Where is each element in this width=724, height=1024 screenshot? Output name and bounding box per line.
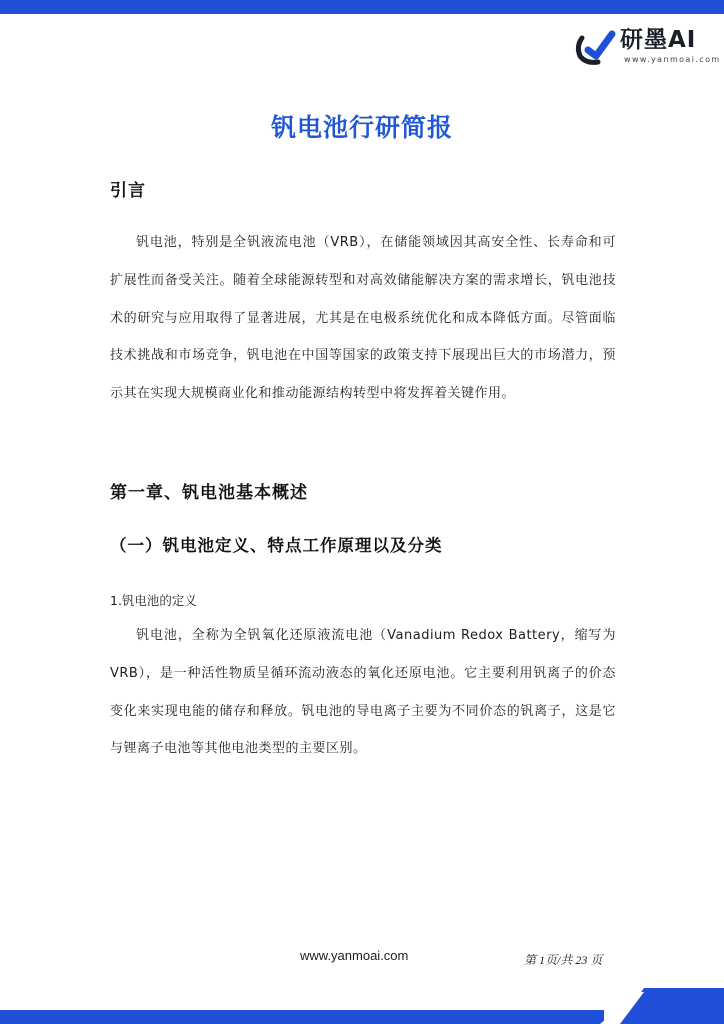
brand-logo[interactable] bbox=[574, 26, 721, 66]
top-accent-bar bbox=[0, 0, 724, 14]
logo-text: 研墨AI bbox=[620, 27, 697, 53]
logo-url: www.yanmoai.com bbox=[624, 55, 721, 64]
section-heading: （一）钒电池定义、特点工作原理以及分类 bbox=[110, 536, 443, 555]
intro-heading: 引言 bbox=[110, 181, 146, 201]
bottom-accent-bar bbox=[0, 1010, 604, 1024]
pen-check-icon bbox=[574, 26, 618, 66]
document-title: 钒电池行研简报 bbox=[270, 113, 453, 142]
intro-paragraph: 钒电池，特别是全钒液流电池（VRB），在储能领域因其高安全性、长寿命和可扩展性而备受关注。随着全球能源转型和对高效储能解决方案的需求增长，钒电池技术的研究与应用取得了显著进展，尤其是在电极系统优化和成本降低方面。尽管面临技术挑战和市场竞争，钒电池在中国等国家的政策支持下展现出巨大的市场潜力，预示其在实现大规模商业化和推动能源结构转型中将发挥着关键作用。 bbox=[110, 235, 616, 402]
footer-url[interactable]: www.yanmoai.com bbox=[300, 948, 409, 963]
definition-paragraph: 钒电池，全称为全钒氧化还原液流电池（Vanadium Redox Battery，缩写为VRB），是一种活性物质呈循环流动液态的氧化还原电池。它主要利用钒离子的价态变化来实现电能的储存和释放。钒电池的导电离子主要为不同价态的钒离子，这是它与锂离子电池等其他电池类型的主要区别。 bbox=[110, 628, 616, 757]
chapter-heading: 第一章、钒电池基本概述 bbox=[110, 483, 308, 503]
definition-label: 1.钒电池的定义 bbox=[110, 593, 197, 608]
page-indicator: 第 1页/共 23 页 bbox=[524, 953, 603, 967]
corner-decoration bbox=[600, 988, 724, 1024]
